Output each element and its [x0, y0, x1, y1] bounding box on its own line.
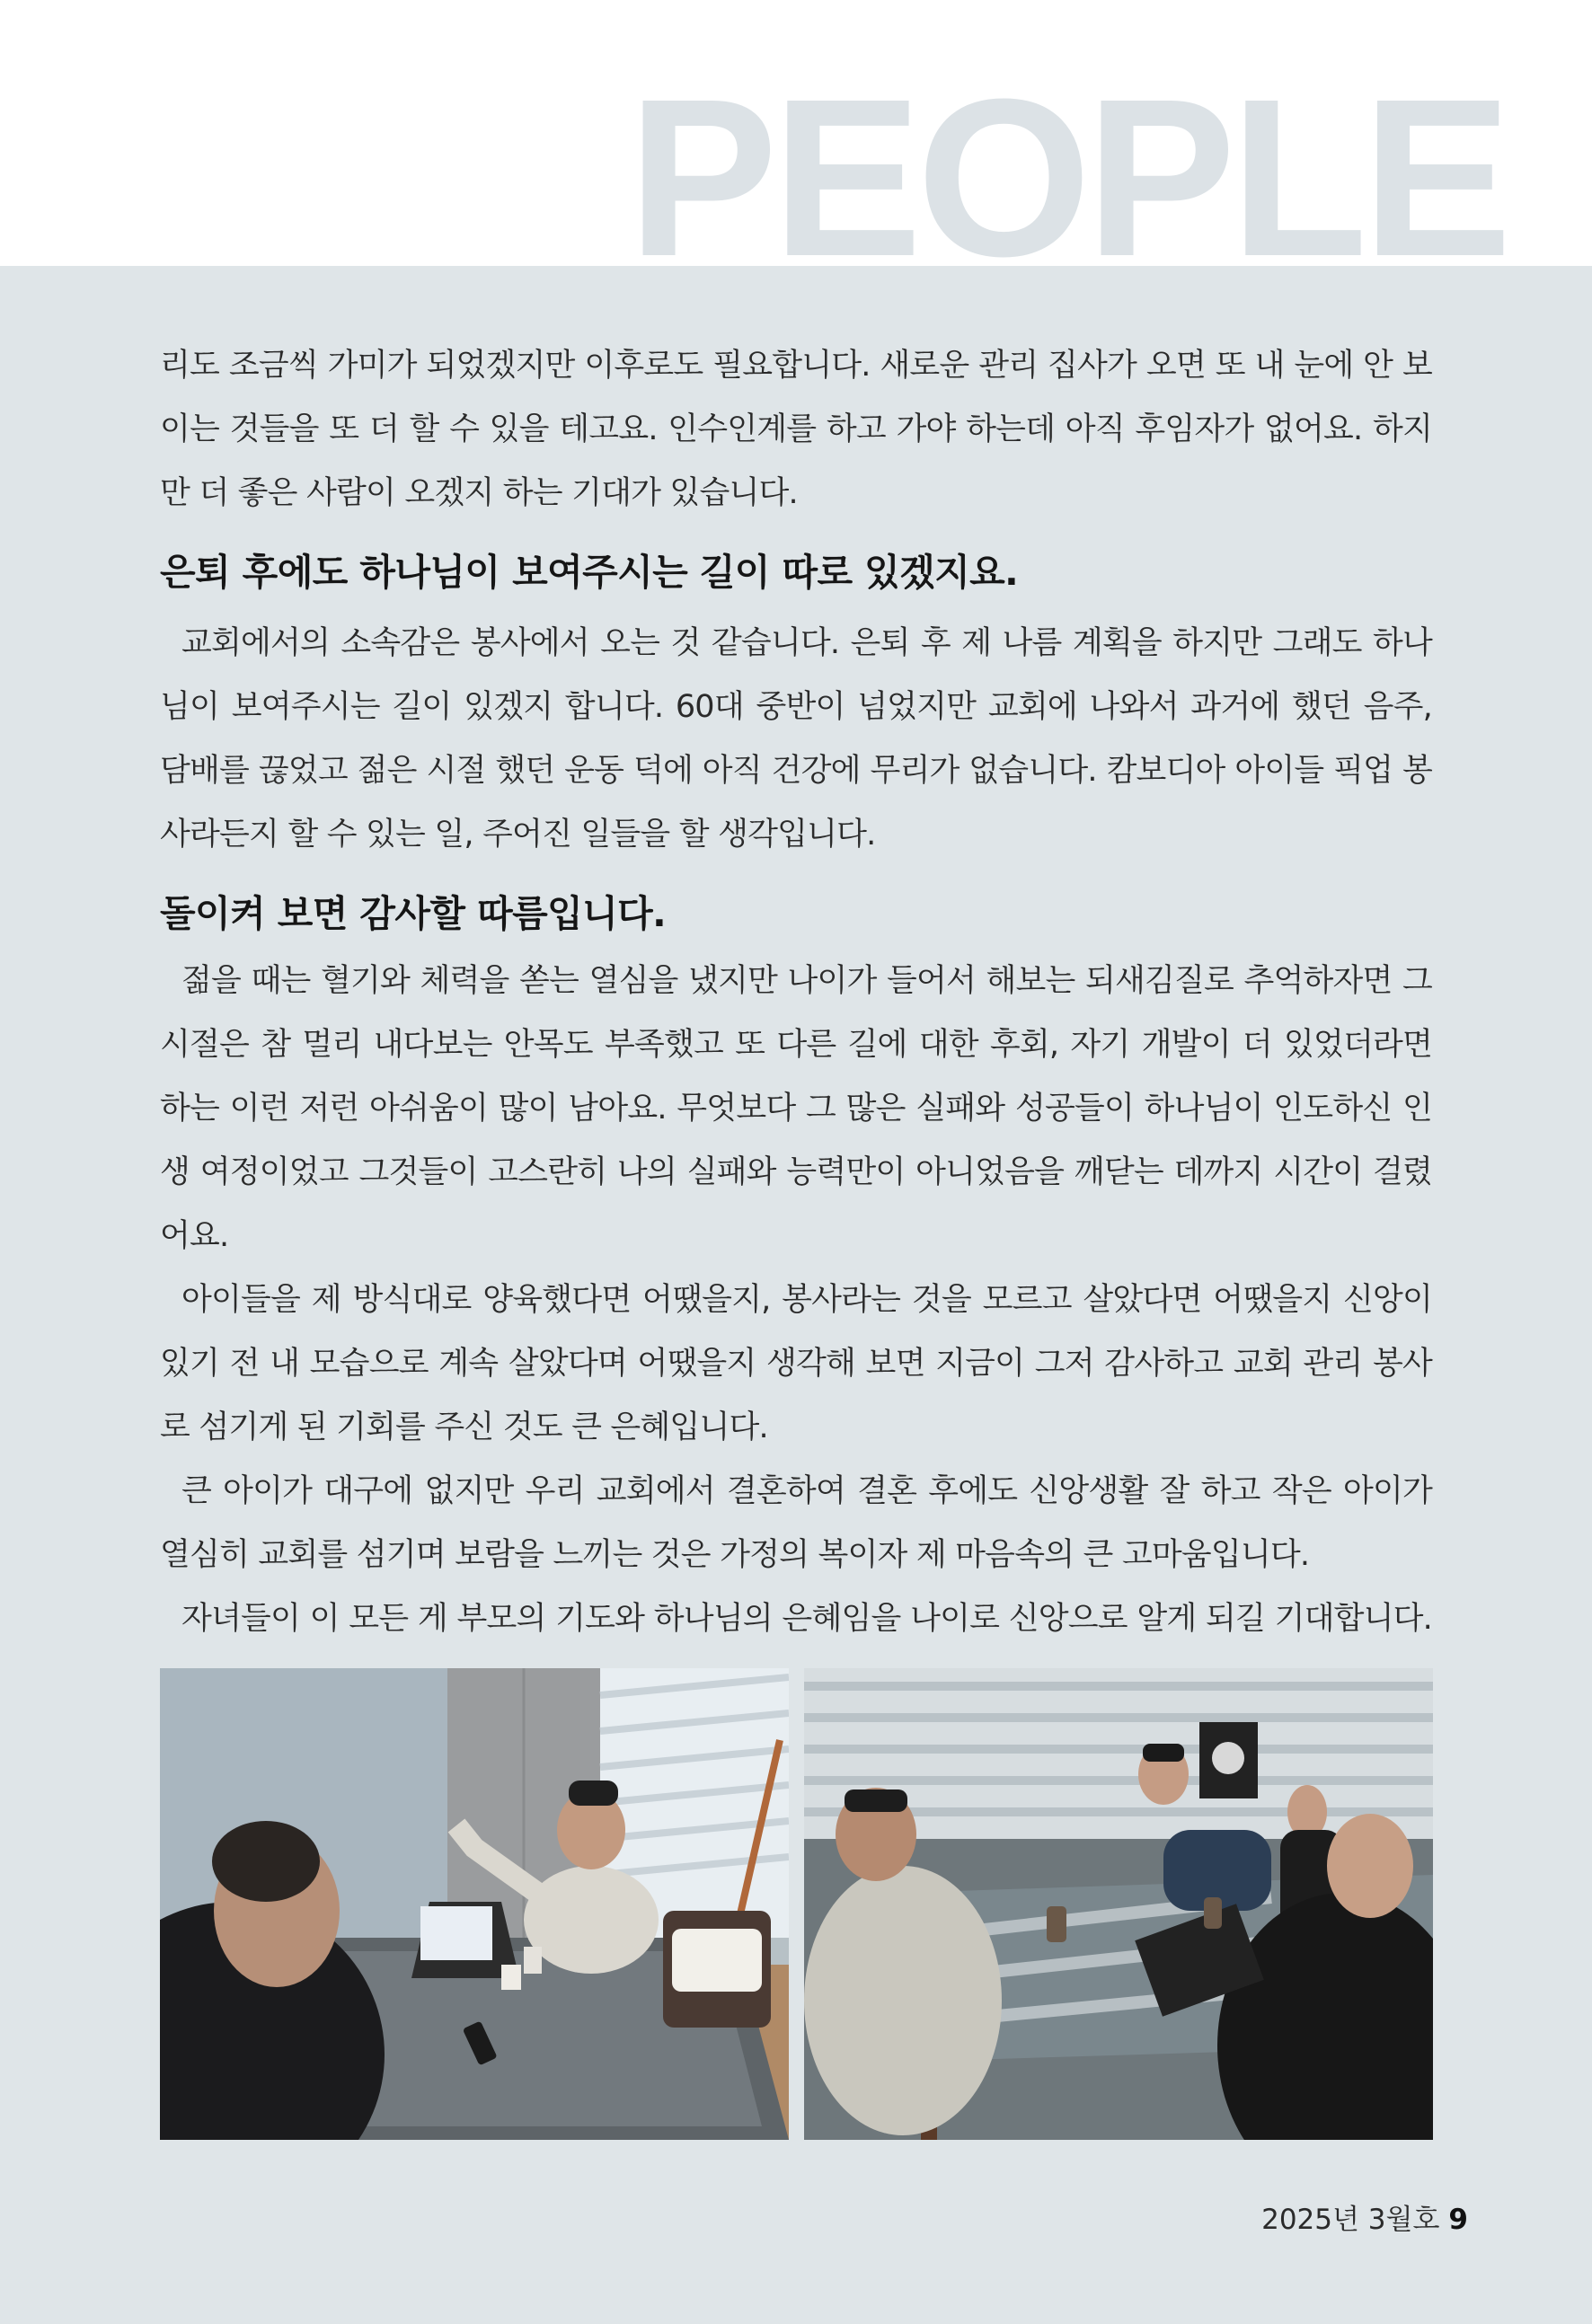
- paragraph-gratitude-1: 젊을 때는 혈기와 체력을 쏟는 열심을 냈지만 나이가 들어서 해보는 되새김질로 추억하자면 그 시절은 참 멀리 내다보는 안목도 부족했고 또 다른 길에 대한 후회, 자기 개발이 더 있었더라면 하는 이런 저런 아쉬움이 많이 남아요. 무엇보다 그 많은 실패와 성공들이 하나님이 인도하신 인생 여정이었고 그것들이 고스란히 나의 실패와 능력만이 아니었음을 깨닫는 데까지 시간이 걸렸어요.: [160, 963, 1432, 1254]
- heading-gratitude: 돌이켜 보면 감사할 따름입니다.: [160, 892, 667, 935]
- section-title: PEOPLE: [627, 88, 1507, 266]
- paragraph-gratitude-3: 큰 아이가 대구에 없지만 우리 교회에서 결혼하여 결혼 후에도 신앙생활 잘 하고 작은 아이가 열심히 교회를 섬기며 보람을 느끼는 것은 가정의 복이자 제 마음속의 큰 고마움입니다.: [160, 1473, 1432, 1573]
- intro-paragraph: 리도 조금씩 가미가 되었겠지만 이후로도 필요합니다. 새로운 관리 집사가 오면 또 내 눈에 안 보이는 것들을 또 더 할 수 있을 테고요. 인수인계를 하고 가야 하는데 아직 후임자가 없어요. 하지만 더 좋은 사람이 오겠지 하는 기대가 있습니다.: [160, 348, 1432, 511]
- paragraph-gratitude-2: 아이들을 제 방식대로 양육했다면 어땠을지, 봉사라는 것을 모르고 살았다면 어땠을지 신앙이 있기 전 내 모습으로 계속 살았다며 어땠을지 생각해 보면 지금이 그저 감사하고 교회 관리 봉사로 섬기게 된 기회를 주신 것도 큰 은혜입니다.: [160, 1282, 1432, 1445]
- heading-retirement: 은퇴 후에도 하나님이 보여주시는 길이 따로 있겠지요.: [160, 551, 1019, 594]
- paragraph-retirement: 교회에서의 소속감은 봉사에서 오는 것 같습니다. 은퇴 후 제 나름 계획을 하지만 그래도 하나님이 보여주시는 길이 있겠지 합니다. 60대 중반이 넘었지만 교회에 나와서 과거에 했던 음주, 담배를 끊었고 젊은 시절 했던 운동 덕에 아직 건강에 무리가 없습니다. 캄보디아 아이들 픽업 봉사라든지 할 수 있는 일, 주어진 일들을 할 생각입니다.: [160, 625, 1432, 853]
- interview-photo-left: [160, 1668, 789, 2140]
- interview-photo-right: [804, 1668, 1433, 2140]
- page-number: 9: [1448, 2204, 1468, 2236]
- issue-label: 2025년 3월호: [1261, 2204, 1440, 2236]
- page-footer: [1261, 2196, 1468, 2237]
- closing-sentence: 자녀들이 이 모든 게 부모의 기도와 하나님의 은혜임을 나이로 신앙으로 알게 되길 기대합니다.: [181, 1601, 1432, 1637]
- article-body: [160, 334, 1432, 1715]
